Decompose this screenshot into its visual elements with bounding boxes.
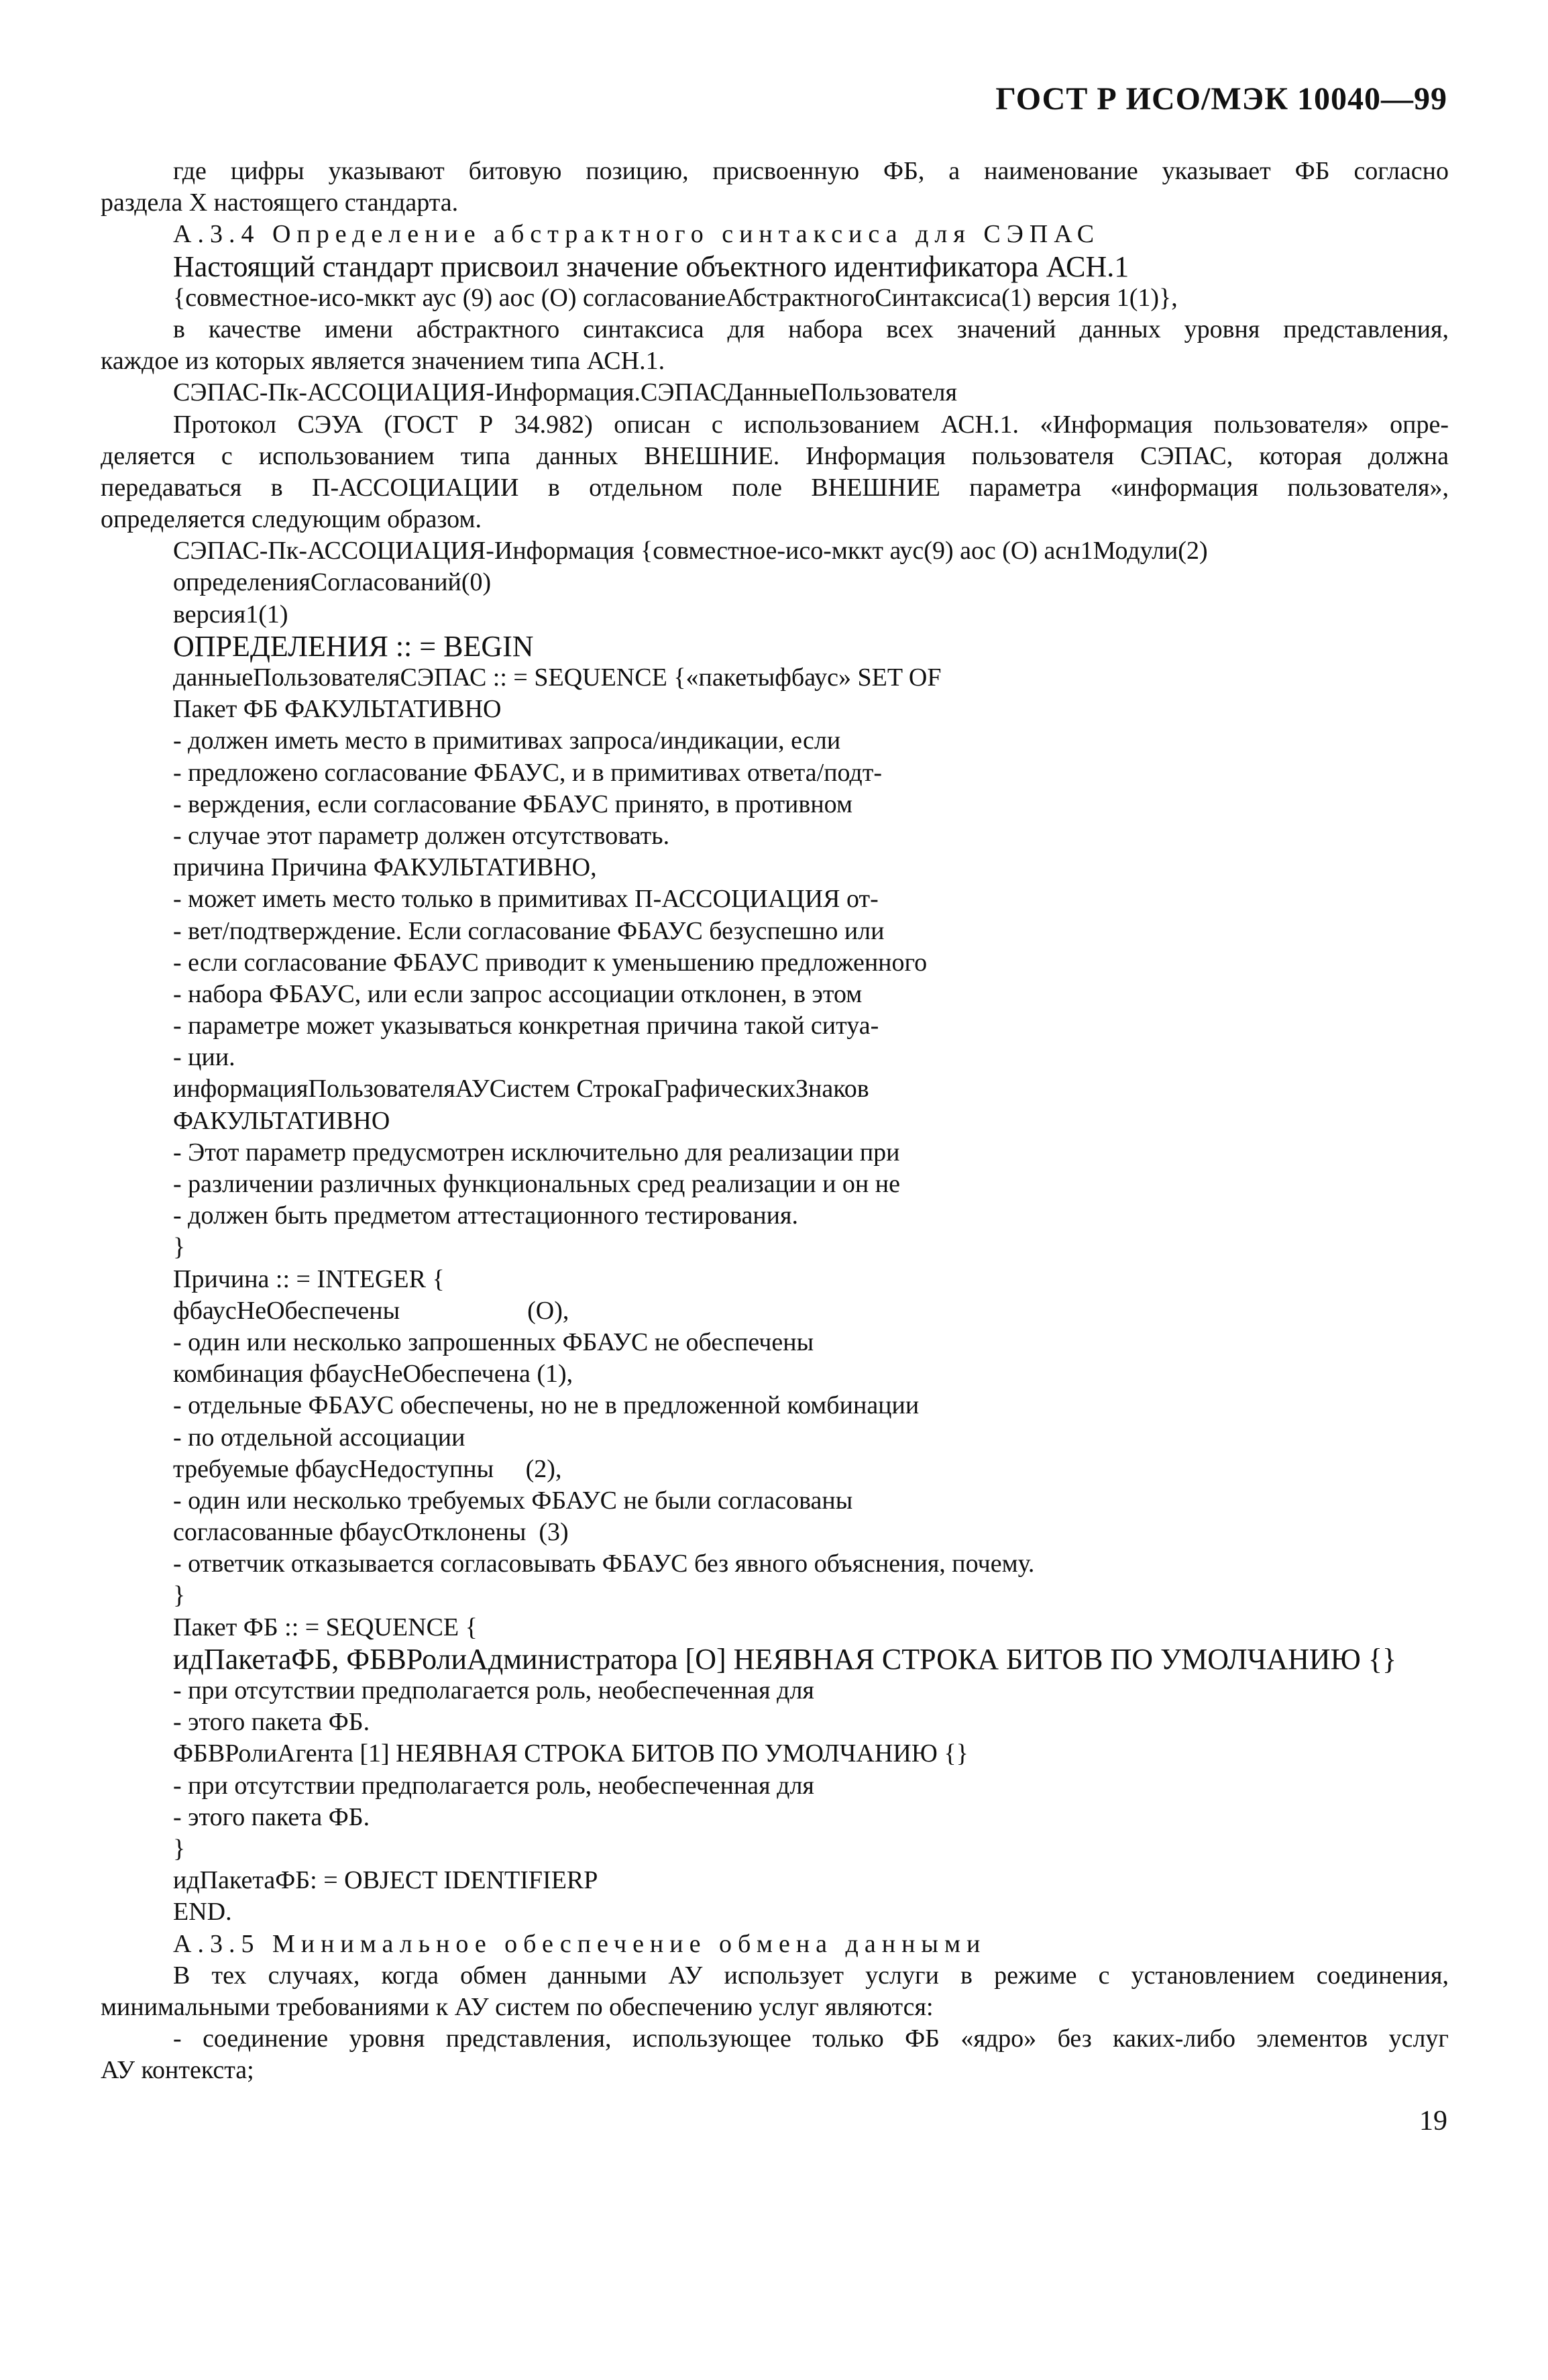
text-line: - по отдельной ассоциации	[173, 1423, 465, 1452]
text-line: данныеПользователяСЭПАС :: = SEQUENCE {«пакетыфбаус» SET OF	[173, 663, 942, 692]
text-line: - этого пакета ФБ.	[173, 1802, 370, 1831]
standard-header: ГОСТ Р ИСО/МЭК 10040—99	[995, 81, 1447, 117]
text-line: }	[173, 1834, 186, 1863]
text-line: - может иметь место только в примитивах П-АССОЦИАЦИЯ от-	[173, 885, 879, 914]
text-line: причина Причина ФАКУЛЬТАТИВНО,	[173, 853, 597, 882]
text-line: СЭПАС-Пк-АССОЦИАЦИЯ-Информация.СЭПАСДанныеПользователя	[173, 378, 958, 407]
text-line: - верждения, если согласование ФБАУС принято, в противном	[173, 790, 852, 818]
text-line: А.3.5 Минимальное обеспечение обмена данными	[173, 1929, 987, 1958]
text-line: - предложено согласование ФБАУС, и в примитивах ответа/подт-	[173, 758, 883, 787]
text-line: идПакетаФБ, ФБВРолиАдминистратора [О] НЕЯВНАЯ СТРОКА БИТОВ ПО УМОЛЧАНИЮ {}	[173, 1642, 1397, 1676]
text-line: Пакет ФБ :: = SEQUENCE {	[173, 1613, 478, 1641]
text-line: раздела X настоящего стандарта.	[101, 188, 459, 217]
text-line: где цифры указывают битовую позицию, присвоенную ФБ, а наименование указывает ФБ согласно	[173, 157, 1449, 185]
text-line: - соединение уровня представления, использующее только ФБ «ядро» без каких-либо элементов услуг	[173, 2024, 1449, 2053]
text-line: ФАКУЛЬТАТИВНО	[173, 1106, 390, 1135]
text-line: передаваться в П-АССОЦИАЦИИ в отдельном поле ВНЕШНИЕ параметра «информация пользователя»,	[101, 473, 1449, 502]
text-line: версия1(1)	[173, 600, 288, 629]
text-line: END.	[173, 1898, 232, 1927]
text-line: - при отсутствии предполагается роль, необеспеченная для	[173, 1676, 814, 1705]
text-line: Пакет ФБ ФАКУЛЬТАТИВНО	[173, 695, 502, 724]
text-line: фбаусНеОбеспечены (О),	[173, 1296, 569, 1325]
text-line: определяется следующим образом.	[101, 505, 482, 534]
text-line: комбинация фбаусНеОбеспечена (1),	[173, 1360, 573, 1389]
text-line: }	[173, 1581, 186, 1610]
text-line: - набора ФБАУС, или если запрос ассоциации отклонен, в этом	[173, 979, 863, 1008]
text-line: идПакетаФБ: = OBJECT IDENTIFIERP	[173, 1866, 598, 1895]
text-line: Протокол СЭУА (ГОСТ Р 34.982) описан с использованием АСН.1. «Информация пользователя» опре-	[173, 410, 1449, 439]
text-line: информацияПользователяАУСистем СтрокаГрафическихЗнаков	[173, 1075, 869, 1103]
text-line: - один или несколько требуемых ФБАУС не были согласованы	[173, 1486, 853, 1515]
text-line: - если согласование ФБАУС приводит к уменьшению предложенного	[173, 948, 928, 977]
text-line: - различении различных функциональных сред реализации и он не	[173, 1170, 900, 1198]
text-line: СЭПАС-Пк-АССОЦИАЦИЯ-Информация {совместное-исо-мккт аус(9) аос (О) асн1Модули(2)	[173, 537, 1208, 565]
text-line: - должен быть предметом аттестационного тестирования.	[173, 1201, 798, 1230]
text-line: - отдельные ФБАУС обеспечены, но не в предложенной комбинации	[173, 1391, 920, 1420]
text-line: - один или несколько запрошенных ФБАУС не обеспечены	[173, 1328, 814, 1356]
text-line: А.3.4 Определение абстрактного синтаксиса для СЭПАС	[173, 220, 1101, 249]
text-line: определенияСогласований(0)	[173, 568, 492, 597]
text-line: - ции.	[173, 1043, 235, 1072]
text-line: согласованные фбаусОтклонены (3)	[173, 1518, 569, 1547]
text-line: АУ контекста;	[101, 2056, 254, 2085]
text-line: {совместное-исо-мккт аус (9) аос (О) согласованиеАбстрактногоСинтаксиса(1) версия 1(1)},	[173, 283, 1178, 312]
document-body	[101, 156, 1449, 2086]
text-line: - вет/подтверждение. Если согласование ФБАУС безуспешно или	[173, 916, 885, 945]
text-line: - при отсутствии предполагается роль, необеспеченная для	[173, 1771, 814, 1800]
text-line: - ответчик отказывается согласовывать ФБАУС без явного объяснения, почему.	[173, 1550, 1035, 1578]
text-line: }	[173, 1233, 186, 1262]
text-line: Настоящий стандарт присвоил значение объектного идентификатора АСН.1	[173, 250, 1129, 283]
text-line: минимальными требованиями к АУ систем по обеспечению услуг являются:	[101, 1992, 934, 2021]
page-number: 19	[1419, 2106, 1447, 2136]
text-line: Причина :: = INTEGER {	[173, 1264, 445, 1293]
text-line: деляется с использованием типа данных ВНЕШНИЕ. Информация пользователя СЭПАС, которая должна	[101, 441, 1449, 470]
text-line: - параметре может указываться конкретная причина такой ситуа-	[173, 1012, 879, 1040]
text-line: ОПРЕДЕЛЕНИЯ :: = BEGIN	[173, 629, 534, 663]
text-line: - случае этот параметр должен отсутствовать.	[173, 821, 670, 850]
text-line: ФБВРолиАгента [1] НЕЯВНАЯ СТРОКА БИТОВ ПО УМОЛЧАНИЮ {}	[173, 1739, 969, 1768]
text-line: - Этот параметр предусмотрен исключительно для реализации при	[173, 1138, 900, 1167]
text-line: каждое из которых является значением типа АСН.1.	[101, 347, 665, 376]
text-line: - должен иметь место в примитивах запроса/индикации, если	[173, 726, 841, 755]
text-line: В тех случаях, когда обмен данными АУ использует услуги в режиме с установлением соединения,	[173, 1961, 1449, 1990]
text-line: требуемые фбаусНедоступны (2),	[173, 1454, 562, 1483]
text-line: - этого пакета ФБ.	[173, 1708, 370, 1737]
text-line: в качестве имени абстрактного синтаксиса для набора всех значений данных уровня представления,	[173, 315, 1449, 343]
